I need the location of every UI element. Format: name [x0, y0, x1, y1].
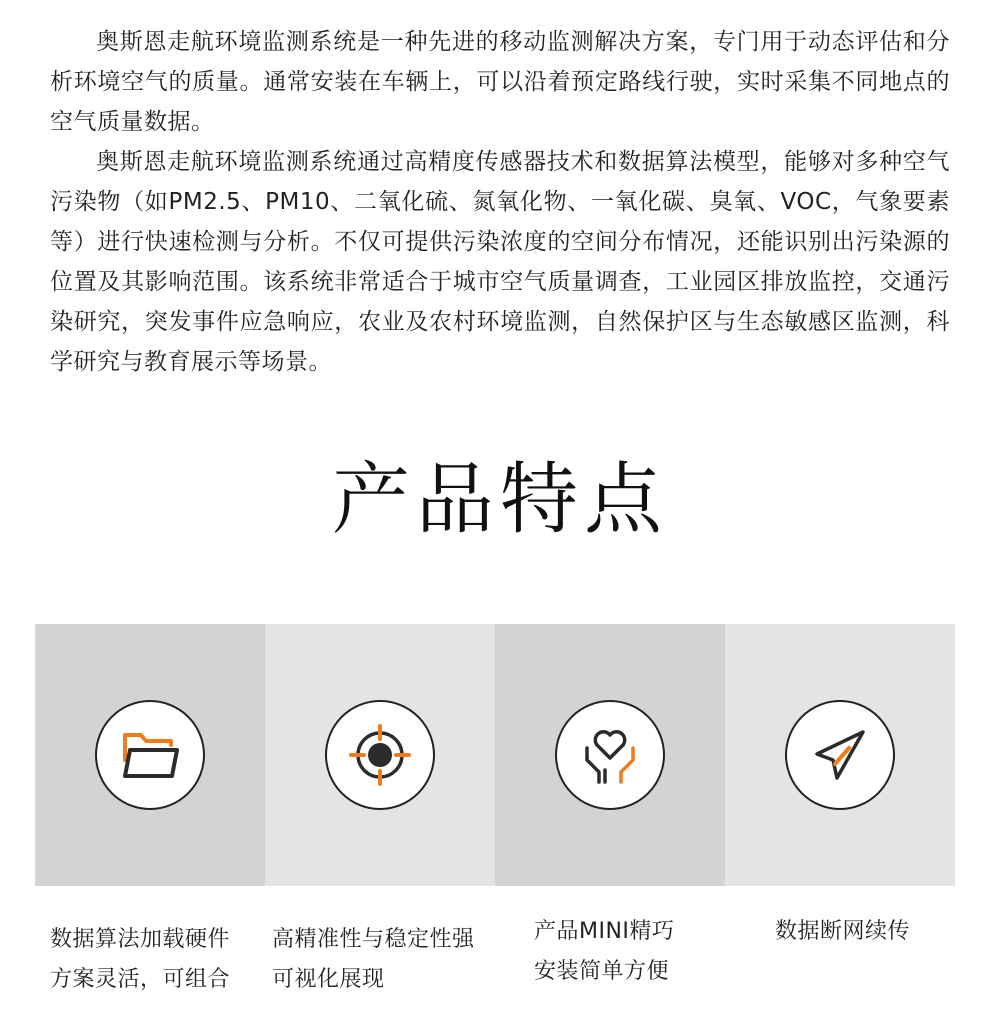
intro-text [50, 22, 950, 382]
feature-tile-1 [35, 624, 265, 886]
folder-icon [115, 720, 185, 790]
feature-caption-line: 数据断网续传 [775, 919, 911, 944]
feature-caption-line: 产品MINI精巧 [534, 919, 675, 944]
feature-icon-circle [325, 700, 435, 810]
feature-icon-circle [555, 700, 665, 810]
feature-caption-line: 安装简单方便 [534, 959, 670, 984]
intro-paragraph-2: 奥斯恩走航环境监测系统通过高精度传感器技术和数据算法模型，能够对多种空气污染物（如PM2.5、PM10、二氧化硫、氮氧化物、一氧化碳、臭氧、VOC，气象要素等）进行快速检测与分析。不仅可提供污染浓度的空间分布情况，还能识别出污染源的位置及其影响范围。该系统非常适合于城市空气质量调查，工业园区排放监控，交通污染研究，突发事件应急响应，农业及农村环境监测，自然保护区与生态敏感区监测，科学研究与教育展示等场景。 [50, 149, 950, 375]
target-icon [345, 720, 415, 790]
feature-tile-4 [725, 624, 955, 886]
intro-paragraph-1: 奥斯恩走航环境监测系统是一种先进的移动监测解决方案，专门用于动态评估和分析环境空气的质量。通常安装在车辆上，可以沿着预定路线行驶，实时采集不同地点的空气质量数据。 [50, 29, 950, 135]
feature-caption-2 [272, 920, 475, 1000]
feature-icon-circle [95, 700, 205, 810]
feature-caption-line: 高精准性与稳定性强 [272, 927, 475, 952]
paper-plane-icon [805, 720, 875, 790]
feature-icon-circle [785, 700, 895, 810]
heart-hand-icon [575, 720, 645, 790]
feature-tile-2 [265, 624, 495, 886]
feature-caption-4 [775, 912, 910, 952]
feature-caption-3 [534, 912, 674, 992]
feature-tiles [35, 624, 955, 886]
feature-caption-line: 数据算法加载硬件 [50, 927, 231, 952]
section-title: 产品特点 [331, 455, 668, 545]
feature-caption-1 [50, 920, 230, 1000]
feature-caption-line: 可视化展现 [272, 967, 385, 992]
feature-caption-line: 方案灵活，可组合 [50, 967, 231, 992]
feature-tile-3 [495, 624, 725, 886]
